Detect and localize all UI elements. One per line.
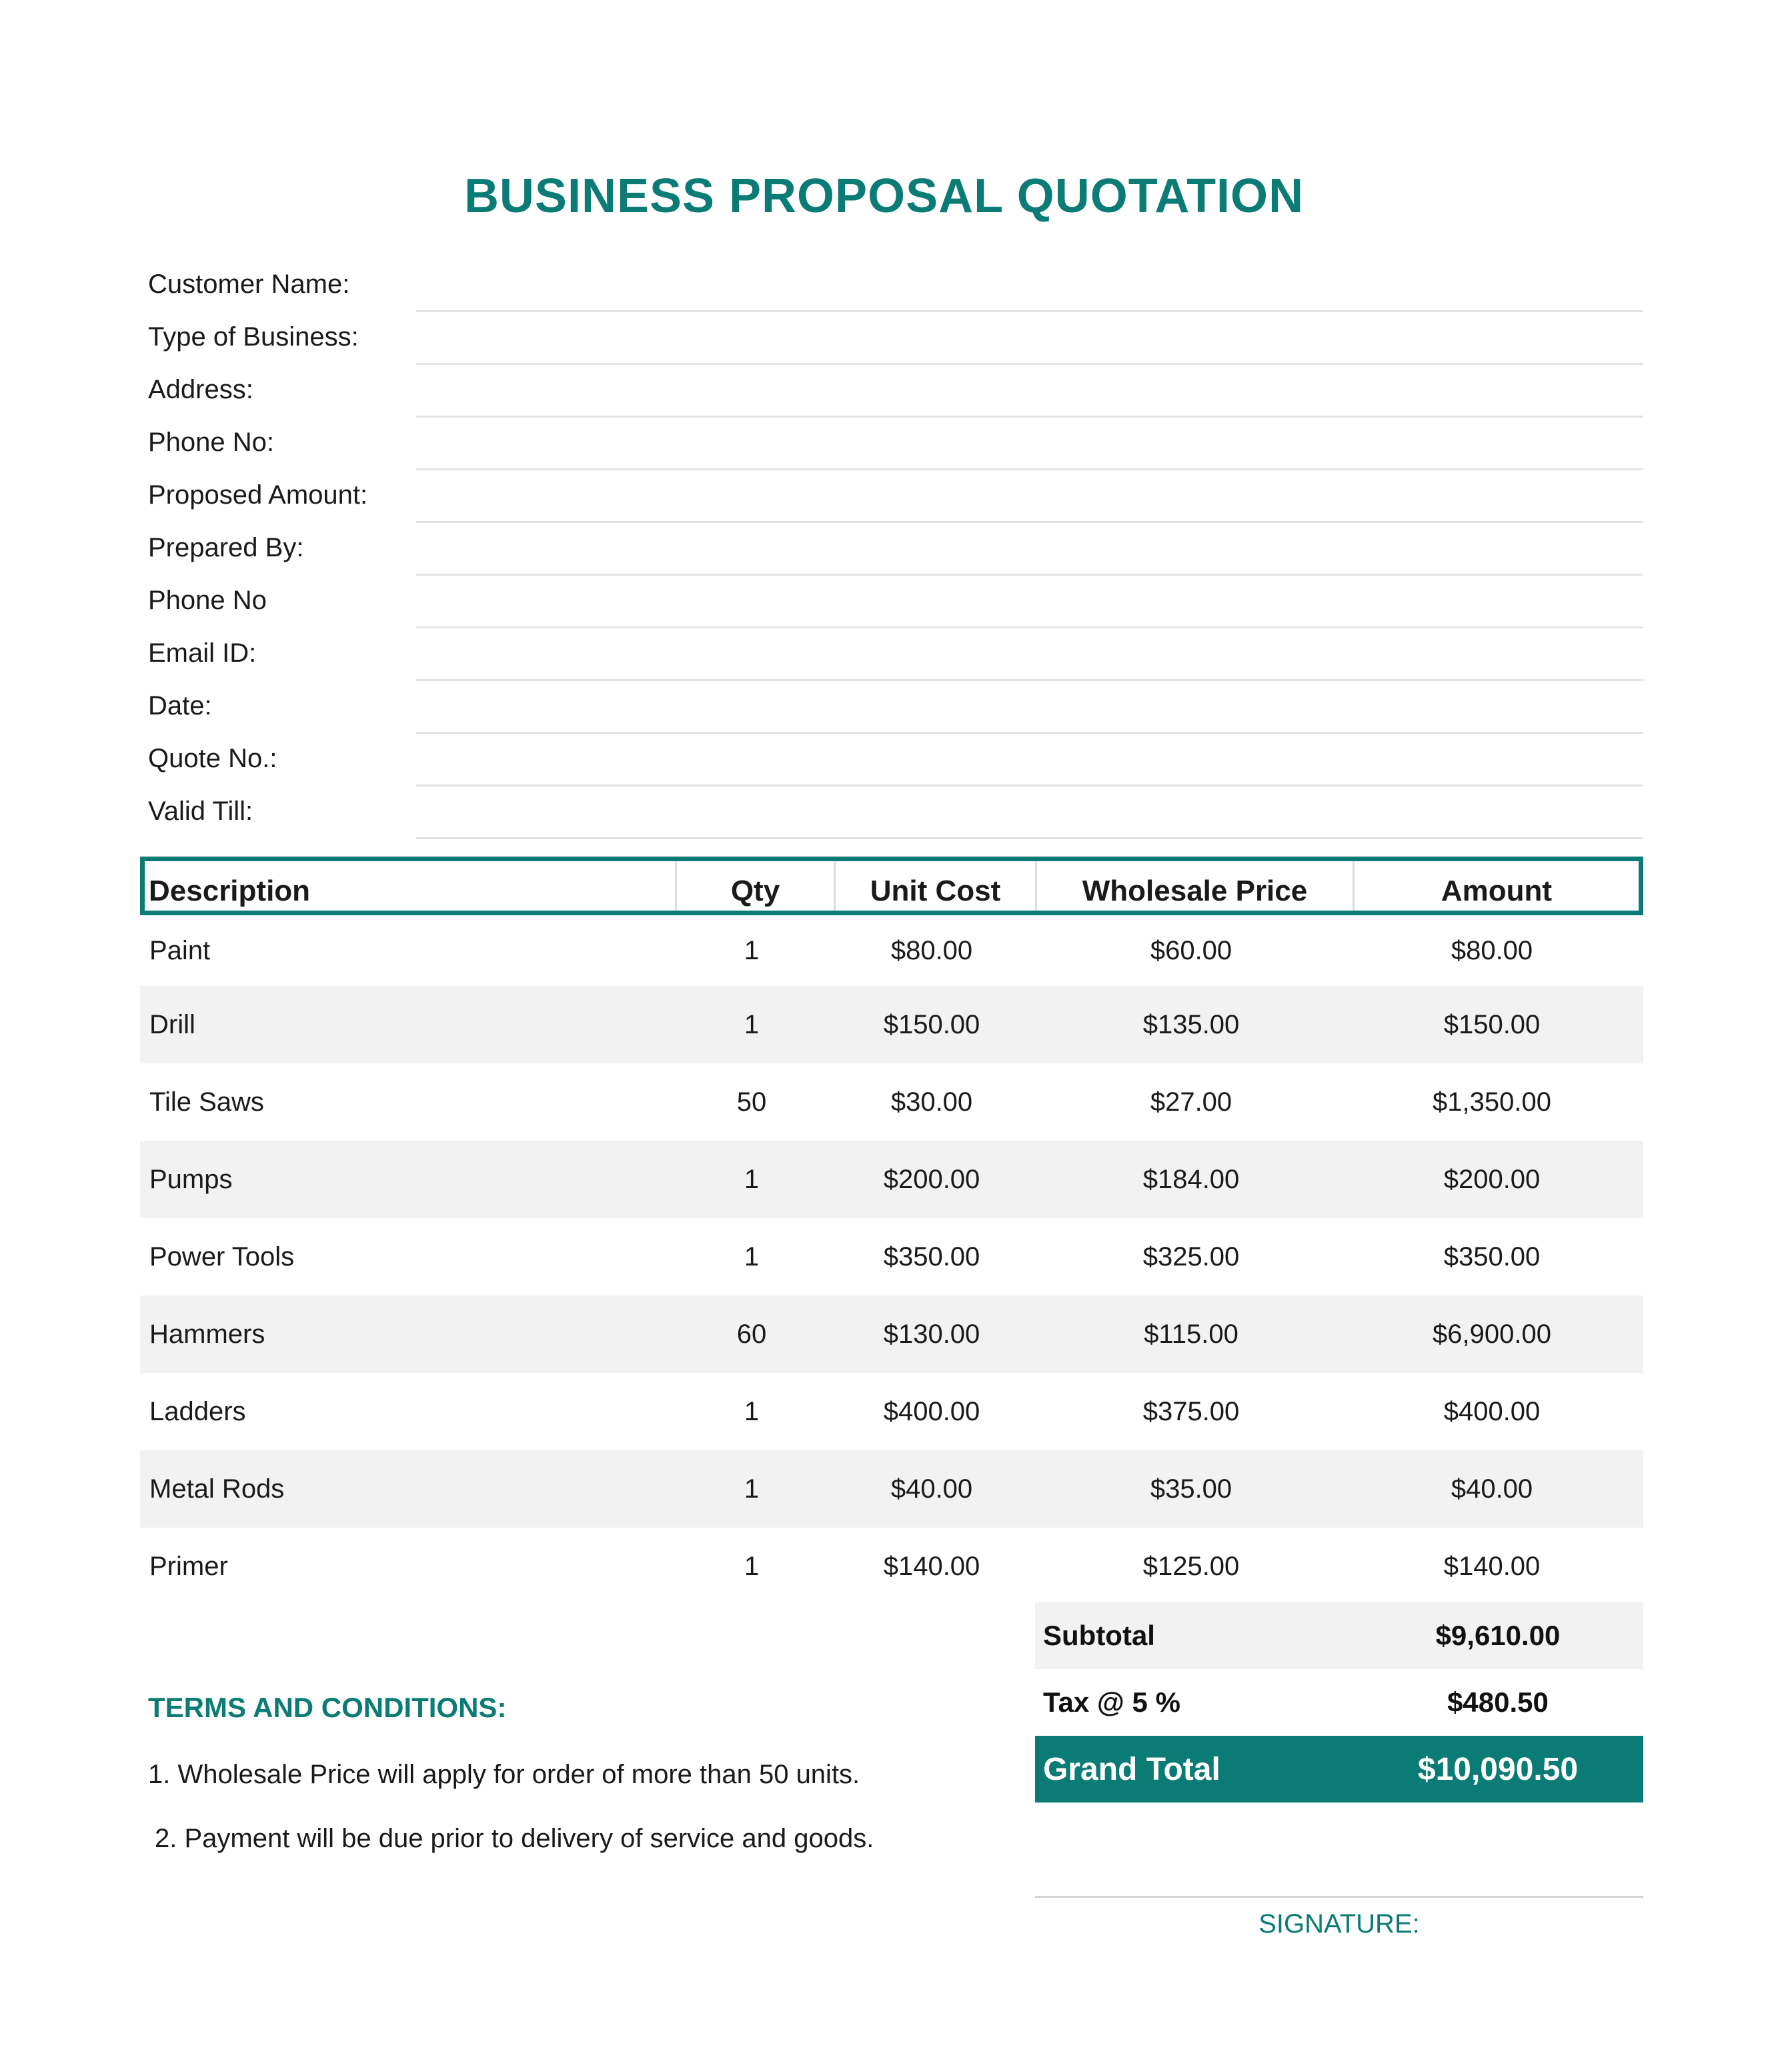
phone-field[interactable] [416, 468, 1643, 470]
cell-unit-cost: $130.00 [883, 1320, 980, 1349]
cell-wholesale-price: $325.00 [1142, 1242, 1240, 1271]
cell-amount: $150.00 [1443, 1010, 1541, 1039]
table-row [140, 1450, 1643, 1528]
terms-heading: TERMS AND CONDITIONS: [148, 1692, 507, 1723]
header-qty: Qty [677, 861, 836, 911]
totals-block [1035, 1602, 1643, 1802]
table-row [140, 986, 1643, 1063]
cell-amount: $350.00 [1443, 1242, 1541, 1271]
address-field[interactable] [416, 416, 1643, 418]
items-table [140, 857, 1643, 1605]
preparer-phone-field[interactable] [416, 626, 1643, 628]
cell-unit-cost: $30.00 [890, 1087, 973, 1117]
cell-qty: 50 [736, 1087, 767, 1117]
tax-label: Tax @ 5 % [1043, 1686, 1180, 1718]
cell-qty: 1 [744, 1165, 760, 1194]
tax-row [1035, 1669, 1643, 1736]
info-row-preparer-phone [148, 576, 1643, 629]
cell-qty: 1 [744, 1397, 760, 1426]
info-label: Valid Till: [148, 797, 253, 826]
date-field[interactable] [416, 732, 1643, 734]
grand-total-row [1035, 1736, 1643, 1802]
table-row [140, 1141, 1643, 1218]
table-row [140, 1218, 1643, 1296]
subtotal-row [1035, 1602, 1643, 1669]
info-label: Date: [148, 691, 212, 720]
proposed-amount-field[interactable] [416, 521, 1643, 523]
cell-unit-cost: $200.00 [883, 1165, 980, 1194]
signature-label: SIGNATURE: [1258, 1909, 1420, 1939]
header-unit-cost: Unit Cost [836, 861, 1037, 911]
term-item: 2. Payment will be due prior to delivery of service and goods. [155, 1824, 874, 1853]
cell-description: Metal Rods [149, 1474, 285, 1504]
cell-qty: 1 [744, 1242, 760, 1271]
info-label: Type of Business: [148, 322, 359, 352]
cell-amount: $1,350.00 [1433, 1087, 1551, 1117]
grand-total-label: Grand Total [1043, 1751, 1220, 1787]
info-label: Customer Name: [148, 270, 350, 299]
info-row-prepared-by [148, 524, 1643, 576]
cell-wholesale-price: $184.00 [1142, 1165, 1240, 1194]
term-item: 1. Wholesale Price will apply for order of more than 50 units. [148, 1760, 860, 1789]
cell-amount: $200.00 [1443, 1165, 1541, 1194]
email-field[interactable] [416, 679, 1643, 681]
table-header [140, 857, 1643, 915]
info-label: Address: [148, 375, 253, 404]
cell-wholesale-price: $115.00 [1144, 1320, 1238, 1349]
table-row [140, 1373, 1643, 1450]
table-row [140, 1528, 1643, 1605]
info-row-quote-no [148, 734, 1643, 787]
cell-unit-cost: $150.00 [883, 1010, 980, 1039]
prepared-by-field[interactable] [416, 574, 1643, 576]
info-row-type-of-business [148, 313, 1643, 366]
page-title: BUSINESS PROPOSAL QUOTATION [464, 169, 1304, 223]
cell-qty: 1 [744, 936, 760, 965]
cell-qty: 60 [736, 1320, 767, 1349]
cell-description: Drill [149, 1010, 195, 1039]
type-of-business-field[interactable] [416, 363, 1643, 365]
cell-unit-cost: $80.00 [890, 936, 973, 965]
info-label: Email ID: [148, 638, 257, 668]
cell-wholesale-price: $60.00 [1150, 936, 1232, 965]
info-label: Proposed Amount: [148, 480, 368, 510]
table-row [140, 1296, 1643, 1373]
cell-qty: 1 [744, 1474, 760, 1504]
cell-description: Pumps [149, 1165, 233, 1194]
cell-description: Power Tools [149, 1242, 295, 1271]
subtotal-value: $9,610.00 [1435, 1620, 1561, 1651]
cell-qty: 1 [744, 1552, 760, 1581]
header-description: Description [145, 861, 677, 911]
header-amount: Amount [1441, 875, 1553, 907]
customer-info-section [148, 260, 1643, 840]
customer-name-field[interactable] [416, 310, 1643, 312]
cell-description: Paint [149, 936, 211, 965]
info-label: Phone No [148, 586, 267, 615]
signature-line[interactable] [1035, 1896, 1643, 1898]
info-label: Prepared By: [148, 533, 304, 562]
cell-description: Ladders [149, 1397, 246, 1426]
cell-qty: 1 [744, 1010, 760, 1039]
cell-wholesale-price: $135.00 [1142, 1010, 1240, 1039]
quote-no-field[interactable] [416, 785, 1643, 787]
cell-unit-cost: $400.00 [883, 1397, 980, 1426]
cell-unit-cost: $140.00 [883, 1552, 980, 1581]
cell-wholesale-price: $35.00 [1150, 1474, 1232, 1504]
cell-amount: $400.00 [1443, 1397, 1541, 1426]
table-row [140, 915, 1643, 986]
info-label: Quote No.: [148, 744, 277, 773]
info-row-proposed-amount [148, 471, 1643, 524]
info-label: Phone No: [148, 428, 275, 457]
cell-description: Hammers [149, 1320, 265, 1349]
info-row-phone [148, 418, 1643, 471]
cell-wholesale-price: $125.00 [1142, 1552, 1240, 1581]
subtotal-label: Subtotal [1043, 1620, 1155, 1651]
info-row-email [148, 629, 1643, 682]
cell-unit-cost: $40.00 [890, 1474, 973, 1504]
cell-amount: $140.00 [1443, 1552, 1541, 1581]
cell-description: Tile Saws [149, 1087, 264, 1117]
cell-wholesale-price: $27.00 [1150, 1087, 1232, 1117]
cell-wholesale-price: $375.00 [1142, 1397, 1240, 1426]
cell-description: Primer [149, 1552, 228, 1581]
cell-amount: $80.00 [1451, 936, 1533, 965]
info-row-customer-name [148, 260, 1643, 313]
info-row-date [148, 682, 1643, 734]
valid-till-field[interactable] [416, 837, 1643, 839]
grand-total-value: $10,090.50 [1417, 1751, 1579, 1787]
table-row [140, 1063, 1643, 1141]
cell-amount: $6,900.00 [1433, 1320, 1551, 1349]
info-row-valid-till [148, 787, 1643, 840]
tax-value: $480.50 [1447, 1686, 1549, 1718]
header-wholesale-price: Wholesale Price [1037, 861, 1355, 911]
cell-unit-cost: $350.00 [883, 1242, 980, 1271]
cell-amount: $40.00 [1451, 1474, 1533, 1504]
info-row-address [148, 366, 1643, 418]
